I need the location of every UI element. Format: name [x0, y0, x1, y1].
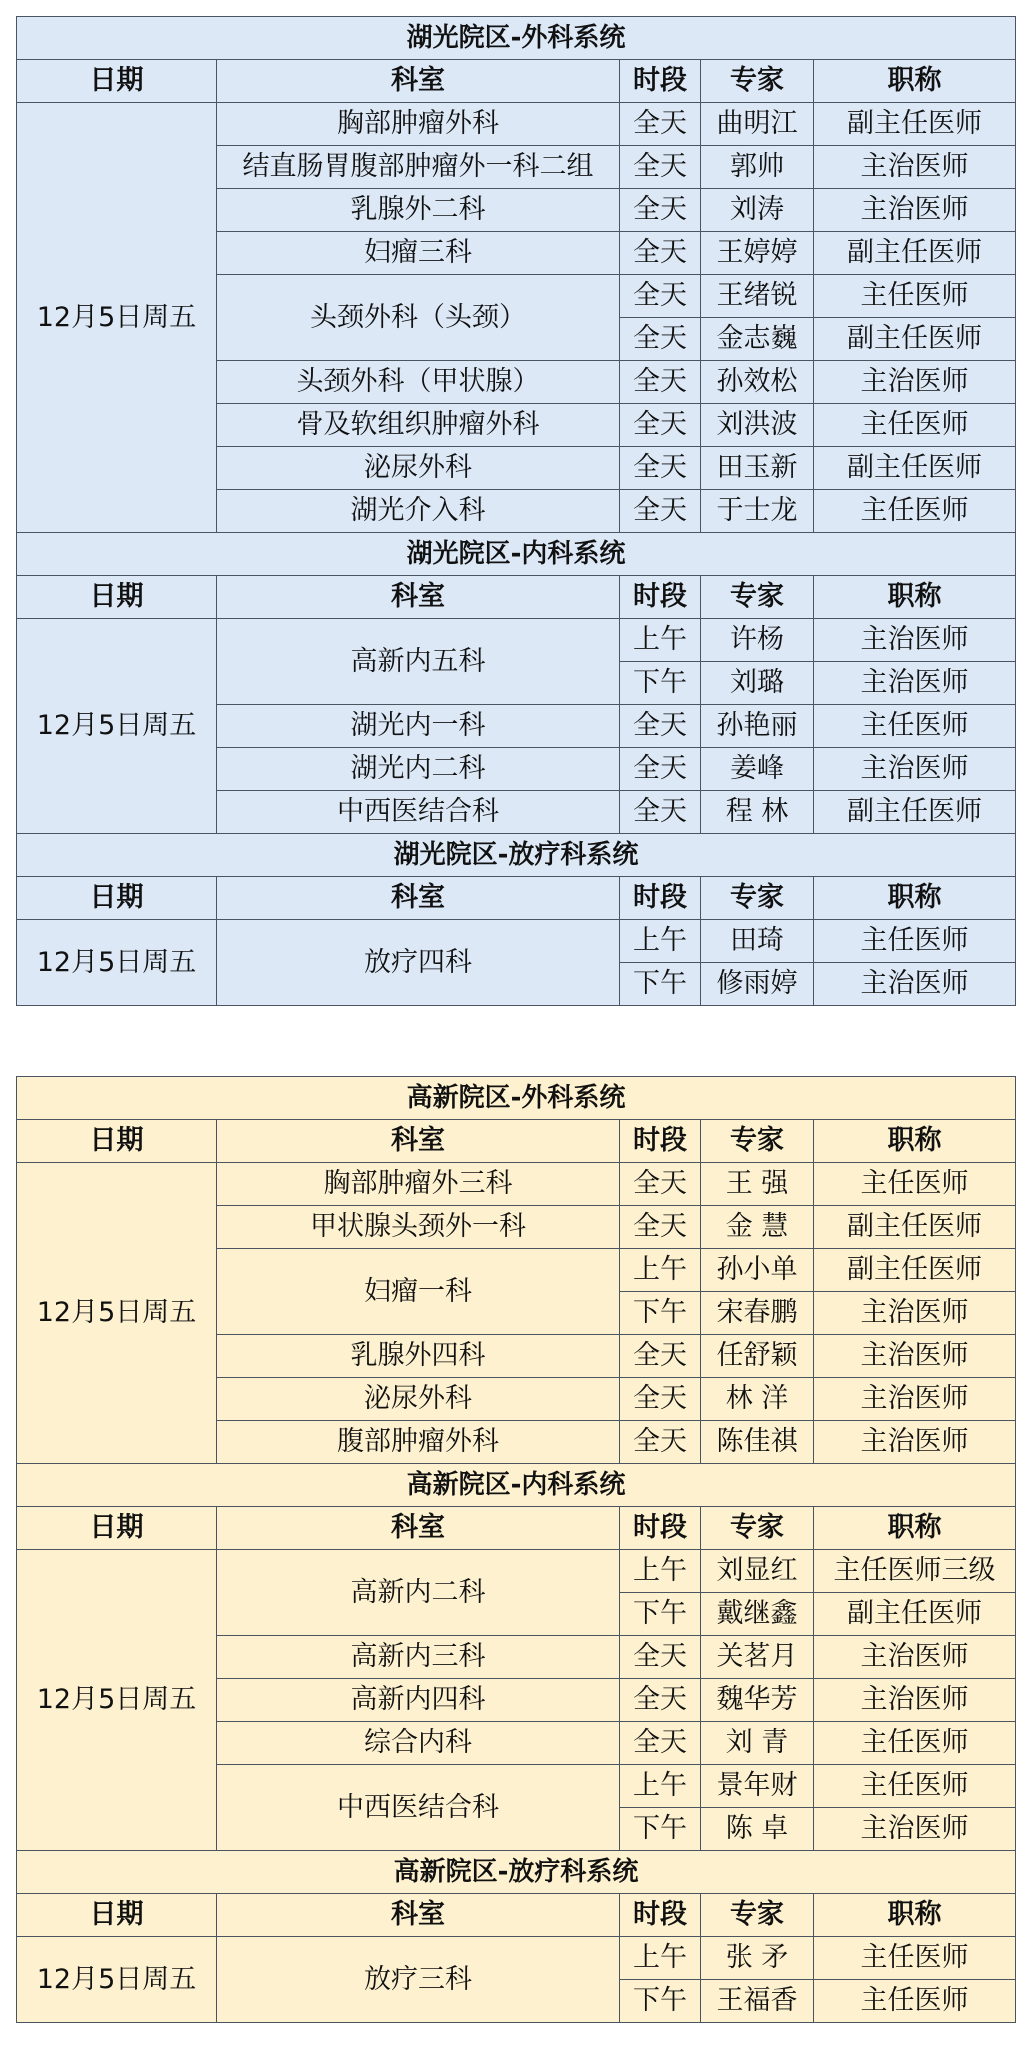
expert-cell: 王 强: [701, 1163, 814, 1206]
department-cell: 湖光内一科: [217, 705, 620, 748]
column-header-row: [17, 576, 1016, 619]
title-cell: 主任医师: [814, 705, 1016, 748]
time-cell: 下午: [620, 662, 701, 705]
department-cell: 结直肠胃腹部肿瘤外一科二组: [217, 146, 620, 189]
title-cell: 主治医师: [814, 189, 1016, 232]
date-column-header: 日期: [17, 877, 217, 920]
department-cell: 中西医结合科: [217, 791, 620, 834]
time-cell: 全天: [620, 1679, 701, 1722]
expert-cell: 郭帅: [701, 146, 814, 189]
section-title: 高新院区-外科系统: [17, 1077, 1016, 1120]
date-cell: 12月5日周五: [17, 1163, 217, 1464]
department-column-header: 科室: [217, 1507, 620, 1550]
title-cell: 主治医师: [814, 963, 1016, 1006]
date-cell: 12月5日周五: [17, 103, 217, 533]
expert-cell: 林 洋: [701, 1378, 814, 1421]
time-cell: 上午: [620, 1937, 701, 1980]
section-title: 湖光院区-外科系统: [17, 17, 1016, 60]
column-header-row: [17, 1120, 1016, 1163]
title-cell: 副主任医师: [814, 447, 1016, 490]
department-cell: 湖光介入科: [217, 490, 620, 533]
department-cell: 骨及软组织肿瘤外科: [217, 404, 620, 447]
date-column-header: 日期: [17, 1120, 217, 1163]
title-cell: 副主任医师: [814, 318, 1016, 361]
expert-cell: 田玉新: [701, 447, 814, 490]
expert-column-header: 专家: [701, 877, 814, 920]
table-row: [17, 619, 1016, 662]
expert-cell: 孙小单: [701, 1249, 814, 1292]
title-cell: 主治医师: [814, 748, 1016, 791]
title-cell: 副主任医师: [814, 232, 1016, 275]
department-cell: 中西医结合科: [217, 1765, 620, 1851]
department-cell: 高新内二科: [217, 1550, 620, 1636]
title-column-header: 职称: [814, 1507, 1016, 1550]
title-cell: 主任医师: [814, 920, 1016, 963]
time-cell: 上午: [620, 1765, 701, 1808]
title-cell: 主任医师: [814, 1980, 1016, 2023]
title-cell: 主治医师: [814, 1378, 1016, 1421]
title-cell: 副主任医师: [814, 1206, 1016, 1249]
expert-cell: 任舒颖: [701, 1335, 814, 1378]
title-cell: 主治医师: [814, 361, 1016, 404]
expert-cell: 刘 青: [701, 1722, 814, 1765]
title-cell: 副主任医师: [814, 1249, 1016, 1292]
expert-cell: 景年财: [701, 1765, 814, 1808]
department-cell: 妇瘤三科: [217, 232, 620, 275]
column-header-row: [17, 877, 1016, 920]
time-cell: 全天: [620, 103, 701, 146]
expert-cell: 孙艳丽: [701, 705, 814, 748]
department-cell: 胸部肿瘤外科: [217, 103, 620, 146]
title-cell: 主任医师: [814, 1937, 1016, 1980]
title-cell: 副主任医师: [814, 791, 1016, 834]
time-cell: 全天: [620, 404, 701, 447]
expert-cell: 宋春鹏: [701, 1292, 814, 1335]
time-column-header: 时段: [620, 576, 701, 619]
time-cell: 全天: [620, 361, 701, 404]
time-cell: 全天: [620, 1421, 701, 1464]
expert-cell: 关茗月: [701, 1636, 814, 1679]
time-cell: 全天: [620, 1163, 701, 1206]
department-cell: 综合内科: [217, 1722, 620, 1765]
time-cell: 全天: [620, 748, 701, 791]
expert-cell: 王婷婷: [701, 232, 814, 275]
table-row: [17, 1937, 1016, 1980]
expert-cell: 戴继鑫: [701, 1593, 814, 1636]
time-cell: 上午: [620, 1249, 701, 1292]
title-cell: 主任医师三级: [814, 1550, 1016, 1593]
title-cell: 主治医师: [814, 1679, 1016, 1722]
department-column-header: 科室: [217, 576, 620, 619]
time-cell: 全天: [620, 1636, 701, 1679]
time-cell: 下午: [620, 1292, 701, 1335]
section-title-row: [17, 834, 1016, 877]
title-cell: 主治医师: [814, 1335, 1016, 1378]
column-header-row: [17, 60, 1016, 103]
date-cell: 12月5日周五: [17, 619, 217, 834]
department-cell: 胸部肿瘤外三科: [217, 1163, 620, 1206]
section-title: 湖光院区-放疗科系统: [17, 834, 1016, 877]
table-row: [17, 103, 1016, 146]
date-column-header: 日期: [17, 60, 217, 103]
column-header-row: [17, 1894, 1016, 1937]
department-column-header: 科室: [217, 1120, 620, 1163]
time-cell: 全天: [620, 146, 701, 189]
expert-cell: 姜峰: [701, 748, 814, 791]
time-cell: 全天: [620, 705, 701, 748]
expert-cell: 田琦: [701, 920, 814, 963]
expert-cell: 修雨婷: [701, 963, 814, 1006]
title-cell: 主任医师: [814, 1722, 1016, 1765]
date-cell: 12月5日周五: [17, 1550, 217, 1851]
time-cell: 全天: [620, 1722, 701, 1765]
department-cell: 头颈外科（头颈）: [217, 275, 620, 361]
expert-column-header: 专家: [701, 1507, 814, 1550]
title-cell: 副主任医师: [814, 103, 1016, 146]
department-cell: 头颈外科（甲状腺）: [217, 361, 620, 404]
department-cell: 腹部肿瘤外科: [217, 1421, 620, 1464]
time-cell: 上午: [620, 1550, 701, 1593]
date-column-header: 日期: [17, 1507, 217, 1550]
title-cell: 主治医师: [814, 146, 1016, 189]
expert-cell: 陈佳祺: [701, 1421, 814, 1464]
time-cell: 全天: [620, 490, 701, 533]
title-cell: 主治医师: [814, 662, 1016, 705]
expert-cell: 刘显红: [701, 1550, 814, 1593]
title-cell: 主任医师: [814, 275, 1016, 318]
department-cell: 乳腺外二科: [217, 189, 620, 232]
title-cell: 主任医师: [814, 404, 1016, 447]
time-cell: 全天: [620, 1378, 701, 1421]
time-cell: 全天: [620, 1206, 701, 1249]
date-column-header: 日期: [17, 1894, 217, 1937]
expert-column-header: 专家: [701, 60, 814, 103]
time-cell: 全天: [620, 275, 701, 318]
department-cell: 甲状腺头颈外一科: [217, 1206, 620, 1249]
time-cell: 下午: [620, 1593, 701, 1636]
department-cell: 放疗四科: [217, 920, 620, 1006]
department-column-header: 科室: [217, 1894, 620, 1937]
title-cell: 主治医师: [814, 1636, 1016, 1679]
expert-cell: 曲明江: [701, 103, 814, 146]
title-cell: 主任医师: [814, 1163, 1016, 1206]
expert-cell: 程 林: [701, 791, 814, 834]
title-column-header: 职称: [814, 60, 1016, 103]
title-cell: 主治医师: [814, 1421, 1016, 1464]
expert-cell: 刘涛: [701, 189, 814, 232]
title-cell: 主任医师: [814, 490, 1016, 533]
time-cell: 全天: [620, 791, 701, 834]
department-cell: 高新内五科: [217, 619, 620, 705]
expert-cell: 刘洪波: [701, 404, 814, 447]
department-cell: 放疗三科: [217, 1937, 620, 2023]
huguang-schedule-table: [16, 16, 1016, 1006]
column-header-row: [17, 1507, 1016, 1550]
date-cell: 12月5日周五: [17, 1937, 217, 2023]
title-column-header: 职称: [814, 576, 1016, 619]
expert-cell: 王福香: [701, 1980, 814, 2023]
expert-cell: 刘璐: [701, 662, 814, 705]
section-title: 高新院区-放疗科系统: [17, 1851, 1016, 1894]
expert-column-header: 专家: [701, 576, 814, 619]
time-cell: 下午: [620, 1808, 701, 1851]
title-cell: 副主任医师: [814, 1593, 1016, 1636]
time-column-header: 时段: [620, 1894, 701, 1937]
date-column-header: 日期: [17, 576, 217, 619]
expert-cell: 孙效松: [701, 361, 814, 404]
section-title-row: [17, 1077, 1016, 1120]
table-row: [17, 920, 1016, 963]
expert-cell: 于士龙: [701, 490, 814, 533]
table-row: [17, 1550, 1016, 1593]
department-cell: 泌尿外科: [217, 447, 620, 490]
department-column-header: 科室: [217, 60, 620, 103]
expert-cell: 陈 卓: [701, 1808, 814, 1851]
time-column-header: 时段: [620, 1507, 701, 1550]
section-title-row: [17, 533, 1016, 576]
title-cell: 主任医师: [814, 1765, 1016, 1808]
department-column-header: 科室: [217, 877, 620, 920]
section-title-row: [17, 1851, 1016, 1894]
time-cell: 全天: [620, 232, 701, 275]
time-cell: 下午: [620, 963, 701, 1006]
title-cell: 主治医师: [814, 1808, 1016, 1851]
time-cell: 下午: [620, 1980, 701, 2023]
title-column-header: 职称: [814, 877, 1016, 920]
gaoxin-schedule-table: [16, 1076, 1016, 2023]
title-cell: 主治医师: [814, 1292, 1016, 1335]
expert-cell: 金志巍: [701, 318, 814, 361]
department-cell: 高新内三科: [217, 1636, 620, 1679]
time-cell: 全天: [620, 1335, 701, 1378]
time-column-header: 时段: [620, 60, 701, 103]
title-column-header: 职称: [814, 1894, 1016, 1937]
title-cell: 主治医师: [814, 619, 1016, 662]
section-title: 高新院区-内科系统: [17, 1464, 1016, 1507]
expert-cell: 金 慧: [701, 1206, 814, 1249]
expert-cell: 王绪锐: [701, 275, 814, 318]
time-cell: 全天: [620, 189, 701, 232]
department-cell: 湖光内二科: [217, 748, 620, 791]
department-cell: 高新内四科: [217, 1679, 620, 1722]
title-column-header: 职称: [814, 1120, 1016, 1163]
section-title: 湖光院区-内科系统: [17, 533, 1016, 576]
date-cell: 12月5日周五: [17, 920, 217, 1006]
time-cell: 上午: [620, 619, 701, 662]
table-row: [17, 1163, 1016, 1206]
expert-column-header: 专家: [701, 1894, 814, 1937]
time-column-header: 时段: [620, 877, 701, 920]
time-cell: 上午: [620, 920, 701, 963]
department-cell: 乳腺外四科: [217, 1335, 620, 1378]
department-cell: 泌尿外科: [217, 1378, 620, 1421]
time-cell: 全天: [620, 447, 701, 490]
department-cell: 妇瘤一科: [217, 1249, 620, 1335]
expert-column-header: 专家: [701, 1120, 814, 1163]
time-column-header: 时段: [620, 1120, 701, 1163]
section-title-row: [17, 17, 1016, 60]
section-title-row: [17, 1464, 1016, 1507]
time-cell: 全天: [620, 318, 701, 361]
expert-cell: 许杨: [701, 619, 814, 662]
expert-cell: 魏华芳: [701, 1679, 814, 1722]
expert-cell: 张 矛: [701, 1937, 814, 1980]
